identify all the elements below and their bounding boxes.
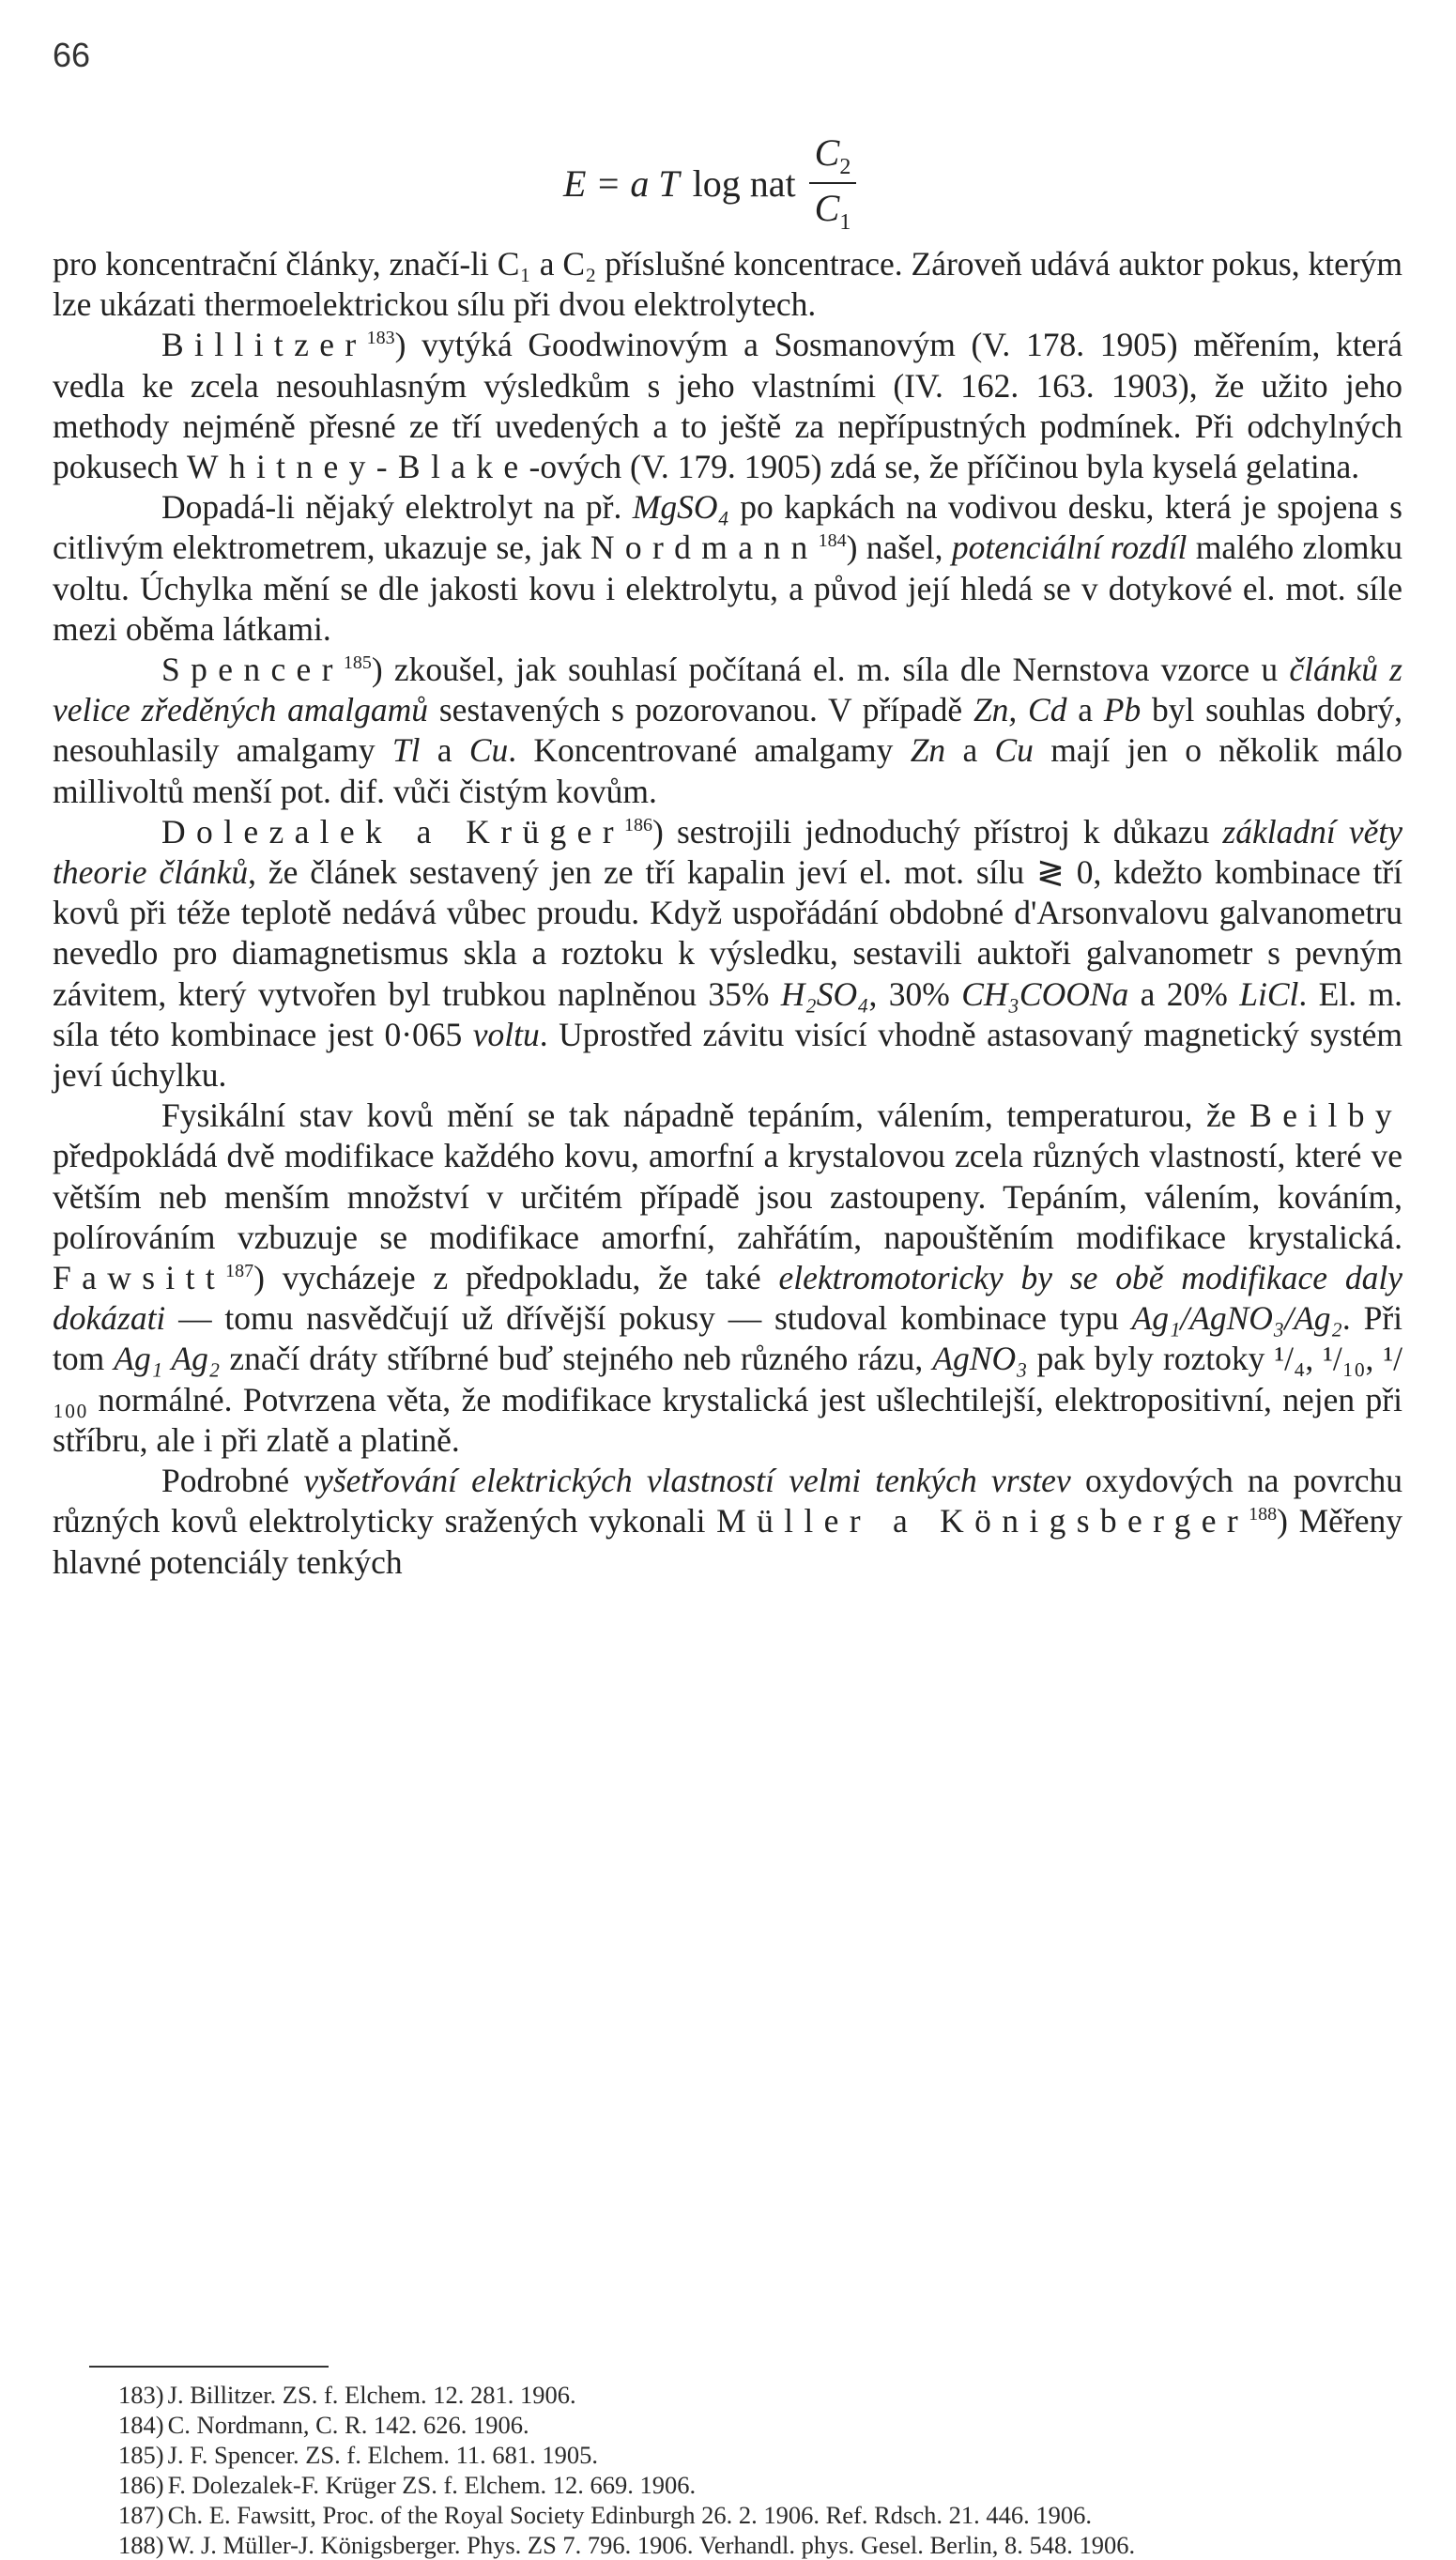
footnote-marker: 185) <box>118 2441 164 2469</box>
footnote: 188) W. J. Müller-J. Königsberger. Phys. ZS 7. 796. 1906. Verhandl. phys. Gesel. Berlin, 8. 548. 1906. <box>118 2531 1136 2559</box>
footnote-marker: 183) <box>118 2381 164 2409</box>
footnote: 185) J. F. Spencer. ZS. f. Elchem. 11. 681. 1905. <box>118 2441 599 2469</box>
author-name: Nordmann <box>590 529 819 567</box>
paragraph: Dolezalek a Krüger$^{186}$) sestrojili jednoduchý přístroj k důkazu základní věty theorie článků, že článek sestavený jen ze tří kapalin jeví el. mot. sílu ≷ 0, kdežto kombinace tří kovů při téže teplotě nedává vůbec proudu. Když uspořádání obdobné d'Arsonvalovu galvanometru nevedlo pro diamagnetismus skla a roztoku k výsledku, sestavili auktoři galvanometr s pevným závitem, který vytvořen byl trubkou naplněnou 35% H₂SO₄, 30% CH₃COONa a 20% LiCl. El. m. síla této kombinace jest 0·065 voltu. Uprostřed závitu visící vhodně astasovaný magnetický systém jeví úchylku. <box>53 812 1402 1095</box>
author-name: Beilby <box>1249 1096 1402 1135</box>
author-name: Whitney-Blake <box>186 448 529 486</box>
footnote: 183) J. Billitzer. ZS. f. Elchem. 12. 281. 1906. <box>118 2381 576 2409</box>
footnote-ref: 188 <box>1249 1504 1278 1525</box>
footnote-ref: 185 <box>343 652 372 674</box>
footnote: 184) C. Nordmann, C. R. 142. 626. 1906. <box>118 2411 529 2439</box>
body-text <box>53 244 1402 1583</box>
author-name: Billitzer <box>161 326 367 364</box>
paragraph: Fysikální stav kovů mění se tak nápadně tepáním, válením, temperaturou, že Beilby předpokládá dvě modifikace každého kovu, amorfní a krystalovou zcela různých vlastností, které ve větším neb menším množství v určitém případě jsou zastoupeny. Tepáním, válením, kováním, polírováním vzbuzuje se modifikace amorfní, zahřátím, napouštěním modifikace krystalická. Fawsitt$^{187}$) vycházeje z předpokladu, že také elektromotoricky by se obě modifikace daly dokázati — tomu nasvědčují už dřívější pokusy — studoval kombinace typu Ag₁/AgNO₃/Ag₂. Při tom Ag₁ Ag₂ značí dráty stříbrné buď stejného neb různého rázu, AgNO₃ pak byly roztoky ¹/₄, ¹/₁₀, ¹/₁₀₀ normálné. Potvrzena věta, že modifikace krystalická jest ušlechtilejší, elektropositivní, nejen při stříbru, ale i při zlatě a platině. <box>53 1096 1403 1459</box>
equation-log: log nat <box>692 161 796 205</box>
footnote-divider <box>89 2366 329 2368</box>
footnote-marker: 188) <box>118 2531 164 2559</box>
footnote-marker: 184) <box>118 2411 164 2439</box>
footnote-marker: 186) <box>118 2471 164 2499</box>
fraction-numerator: $C_2$ <box>809 130 857 184</box>
paragraph: Dopadá-li nějaký elektrolyt na př. MgSO₄ po kapkách na vodivou desku, která je spojena s citlivým elektrometrem, ukazuje se, jak Nordmann$^{184}$) našel, potenciální rozdíl malého zlomku voltu. Úchylka mění se dle jakosti kovu i elektrolytu, a původ její hledá se v dotykové el. mot. síle mezi oběma látkami. <box>53 488 1402 648</box>
footnote-ref: 187 <box>225 1261 254 1282</box>
author-name: Fawsitt <box>53 1259 226 1297</box>
equation-fraction <box>809 130 857 236</box>
footnote-ref: 183 <box>366 328 395 349</box>
footnotes <box>53 2380 1402 2560</box>
paragraph: Spencer$^{185}$) zkoušel, jak souhlasí počítaná el. m. síla dle Nernstova vzorce u článků z velice zředěných amalgamů sestavených s pozorovanou. V případě Zn, Cd a Pb byl souhlas dobrý, nesouhlasily amalgamy Tl a Cu. Koncentrované amalgamy Zn a Cu mají jen o několik málo millivoltů menší pot. dif. vůči čistým kovům. <box>53 651 1403 810</box>
author-name: Dolezalek a Krüger <box>161 812 624 851</box>
footnote-ref: 184 <box>818 530 847 552</box>
paragraph: Billitzer$^{183}$) vytýká Goodwinovým a Sosmanovým (V. 178. 1905) měřením, která vedla ke zcela nesouhlasným výsledkům s jeho vlastními (IV. 162. 163. 1903), že užito jeho methody nejméně přesné ze tří uvedených a to ještě za nepřípustných podmínek. Při odchylných pokusech Whitney-Blake-ových (V. 179. 1905) zdá se, že příčinou byla kyselá gelatina. <box>53 326 1402 486</box>
paragraph: Podrobné vyšetřování elektrických vlastností velmi tenkých vrstev oxydových na povrchu různých kovů elektrolyticky sražených vykonali Müller a Königsberger$^{188}$) Měřeny hlavné potenciály tenkých <box>53 1462 1403 1581</box>
paragraph: pro koncentrační články, značí-li C₁ a C₂ příslušné koncentrace. Zároveň udává auktor pokus, kterým lze ukázati thermoelektrickou sílu při dvou elektrolytech. <box>53 245 1403 324</box>
footnote: 186) F. Dolezalek-F. Krüger ZS. f. Elchem. 12. 669. 1906. <box>118 2471 697 2499</box>
equation-lhs: E = a T <box>563 161 680 205</box>
fraction-denominator: $C_1$ <box>814 187 851 235</box>
author-name: Spencer <box>161 651 344 689</box>
footnote-ref: 186 <box>623 815 652 836</box>
page-number: 66 <box>53 36 91 74</box>
footnote: 187) Ch. E. Fawsitt, Proc. of the Royal Society Edinburgh 26. 2. 1906. Ref. Rdsch. 21. 446. 1906. <box>118 2501 1092 2529</box>
equation <box>563 131 856 235</box>
author-name: Müller a Königsberger <box>716 1502 1249 1541</box>
footnote-marker: 187) <box>118 2501 164 2529</box>
